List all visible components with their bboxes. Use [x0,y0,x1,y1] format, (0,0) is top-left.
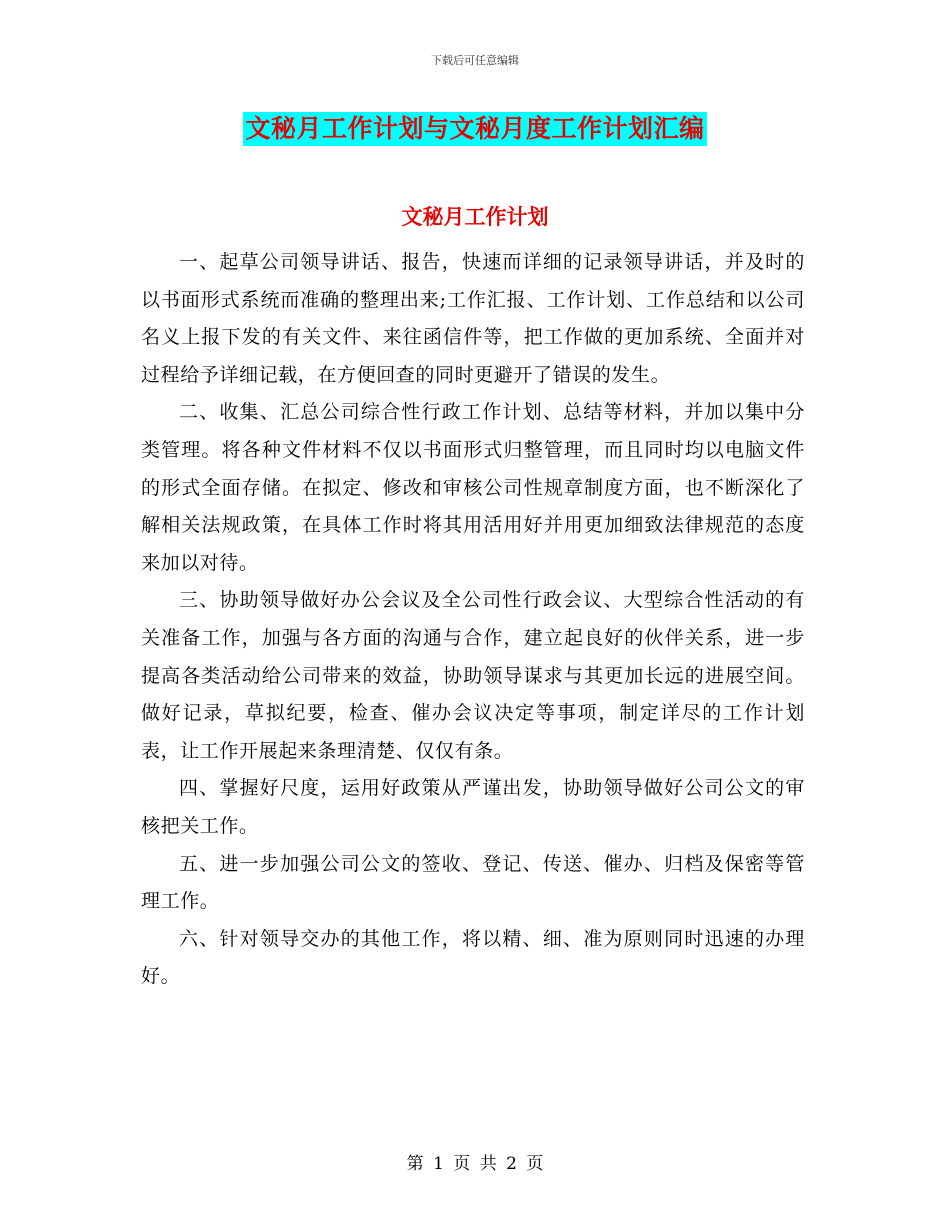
document-title-text: 文秘月工作计划与文秘月度工作计划汇编 [243,112,706,146]
paragraph-6: 六、针对领导交办的其他工作，将以精、细、准为原则同时迅速的办理好。 [141,927,805,988]
paragraph-1: 一、起草公司领导讲话、报告，快速而详细的记录领导讲话，并及时的以书面形式系统而准确的整理出来;工作汇报、工作计划、工作总结和以公司名义上报下发的有关文件、来往函信件等，把工作做的更加系统、全面并对过程给予详细记载，在方便回查的同时更避开了错误的发生。 [141,251,805,386]
paragraph-3: 三、协助领导做好办公会议及全公司性行政会议、大型综合性活动的有关准备工作，加强与各方面的沟通与合作，建立起良好的伙伴关系，进一步提高各类活动给公司带来的效益，协助领导谋求与其更加长远的进展空间。做好记录，草拟纪要，检查、催办会议决定等事项，制定详尽的工作计划表，让工作开展起来条理清楚、仅仅有条。 [141,589,805,762]
paragraph-2: 二、收集、汇总公司综合性行政工作计划、总结等材料，并加以集中分类管理。将各种文件材料不仅以书面形式归整管理，而且同时均以电脑文件的形式全面存储。在拟定、修改和审核公司性规章制度方面，也不断深化了解相关法规政策，在具体工作时将其用活用好并用更加细致法律规范的态度来加以对待。 [141,401,805,574]
paragraph-5: 五、进一步加强公司公文的签收、登记、传送、催办、归档及保密等管理工作。 [141,852,805,913]
header-note: 下载后可任意编辑 [431,54,519,67]
document-title [0,112,950,146]
page-number: 第 1 页 共 2 页 [406,1154,544,1174]
document-body [141,244,805,996]
section-title: 文秘月工作计划 [401,204,549,229]
paragraph-4: 四、掌握好尺度，运用好政策从严谨出发，协助领导做好公司公文的审核把关工作。 [141,777,805,837]
